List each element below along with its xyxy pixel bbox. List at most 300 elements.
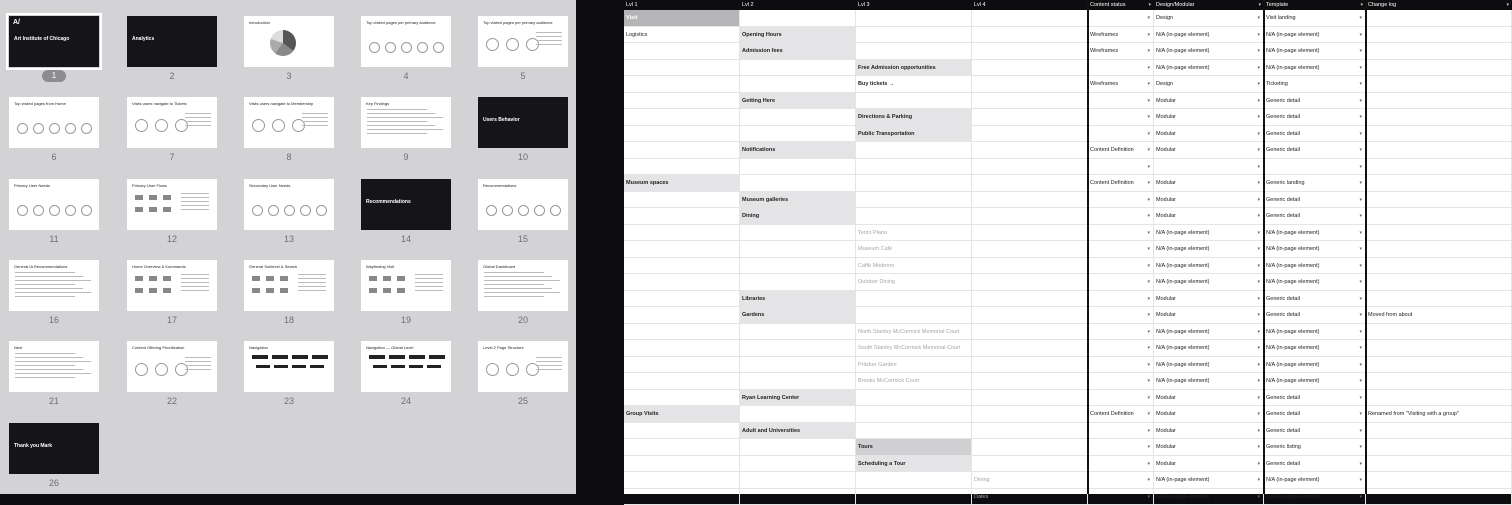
dropdown-cell[interactable]	[1264, 390, 1366, 407]
slide-thumbnail[interactable]	[478, 97, 568, 148]
dropdown-cell[interactable]	[1264, 93, 1366, 110]
dropdown-cell[interactable]	[1366, 489, 1512, 505]
dropdown-cell[interactable]	[1088, 357, 1154, 374]
dropdown-cell[interactable]	[1154, 406, 1264, 423]
slide-thumbnail[interactable]	[9, 260, 99, 311]
dropdown-cell[interactable]	[1264, 208, 1366, 225]
chevron-down-icon[interactable]: ▾	[1257, 357, 1260, 373]
dropdown-cell[interactable]	[1154, 43, 1264, 60]
dropdown-cell[interactable]	[1264, 357, 1366, 374]
slide-thumbnail[interactable]	[361, 16, 451, 67]
chevron-down-icon[interactable]: ▾	[1359, 472, 1362, 488]
dropdown-cell[interactable]	[1088, 60, 1154, 77]
table-cell[interactable]	[740, 357, 856, 374]
dropdown-cell[interactable]	[1264, 307, 1366, 324]
slide-thumbnail[interactable]	[9, 16, 99, 67]
slide-thumbnail[interactable]	[244, 179, 334, 230]
column-header[interactable]	[1366, 0, 1512, 10]
chevron-down-icon[interactable]: ▾	[1359, 175, 1362, 191]
table-cell[interactable]	[624, 93, 740, 110]
chevron-down-icon[interactable]: ▾	[1359, 60, 1362, 76]
chevron-down-icon[interactable]: ▾	[1359, 126, 1362, 142]
dropdown-cell[interactable]	[1154, 93, 1264, 110]
dropdown-cell[interactable]	[1088, 27, 1154, 44]
slide-thumbnail[interactable]	[9, 423, 99, 474]
chevron-down-icon[interactable]: ▾	[1147, 340, 1150, 356]
chevron-down-icon[interactable]: ▾	[1359, 291, 1362, 307]
chevron-down-icon[interactable]: ▾	[1257, 373, 1260, 389]
table-cell[interactable]	[740, 340, 856, 357]
dropdown-cell[interactable]	[1088, 291, 1154, 308]
dropdown-cell[interactable]	[1366, 439, 1512, 456]
chevron-down-icon[interactable]: ▾	[1257, 406, 1260, 422]
column-header[interactable]	[624, 0, 740, 10]
chevron-down-icon[interactable]: ▾	[1360, 0, 1363, 10]
table-cell[interactable]	[624, 126, 740, 143]
slide-thumbnail[interactable]	[127, 97, 217, 148]
chevron-down-icon[interactable]: ▾	[1257, 208, 1260, 224]
table-cell[interactable]	[624, 340, 740, 357]
table-cell[interactable]	[740, 175, 856, 192]
table-cell[interactable]	[972, 390, 1088, 407]
table-cell[interactable]	[972, 456, 1088, 473]
dropdown-cell[interactable]	[1366, 208, 1512, 225]
table-cell[interactable]	[740, 406, 856, 423]
table-cell[interactable]	[856, 126, 972, 143]
dropdown-cell[interactable]	[1264, 489, 1366, 505]
dropdown-cell[interactable]	[1088, 439, 1154, 456]
dropdown-cell[interactable]	[1154, 307, 1264, 324]
table-cell[interactable]	[972, 43, 1088, 60]
table-cell[interactable]	[972, 109, 1088, 126]
dropdown-cell[interactable]	[1264, 192, 1366, 209]
table-cell[interactable]	[856, 142, 972, 159]
dropdown-cell[interactable]	[1264, 175, 1366, 192]
chevron-down-icon[interactable]: ▾	[1257, 60, 1260, 76]
chevron-down-icon[interactable]: ▾	[1147, 390, 1150, 406]
table-cell[interactable]	[624, 10, 740, 27]
table-cell[interactable]	[856, 373, 972, 390]
table-cell[interactable]	[740, 390, 856, 407]
dropdown-cell[interactable]	[1366, 291, 1512, 308]
dropdown-cell[interactable]	[1366, 357, 1512, 374]
dropdown-cell[interactable]	[1366, 109, 1512, 126]
chevron-down-icon[interactable]: ▾	[1147, 439, 1150, 455]
chevron-down-icon[interactable]: ▾	[1359, 142, 1362, 158]
slide-thumbnail[interactable]	[244, 16, 334, 67]
chevron-down-icon[interactable]: ▾	[1147, 192, 1150, 208]
chevron-down-icon[interactable]: ▾	[1359, 423, 1362, 439]
table-cell[interactable]	[740, 489, 856, 505]
table-cell[interactable]	[856, 225, 972, 242]
chevron-down-icon[interactable]: ▾	[1147, 373, 1150, 389]
dropdown-cell[interactable]	[1088, 208, 1154, 225]
dropdown-cell[interactable]	[1366, 472, 1512, 489]
dropdown-cell[interactable]	[1088, 241, 1154, 258]
dropdown-cell[interactable]	[1154, 208, 1264, 225]
chevron-down-icon[interactable]: ▾	[1359, 357, 1362, 373]
table-cell[interactable]	[972, 241, 1088, 258]
table-cell[interactable]	[624, 439, 740, 456]
chevron-down-icon[interactable]: ▾	[1257, 175, 1260, 191]
dropdown-cell[interactable]	[1154, 274, 1264, 291]
dropdown-cell[interactable]	[1088, 142, 1154, 159]
table-cell[interactable]	[740, 258, 856, 275]
chevron-down-icon[interactable]: ▾	[1359, 10, 1362, 26]
chevron-down-icon[interactable]: ▾	[1147, 307, 1150, 323]
table-cell[interactable]	[856, 60, 972, 77]
table-cell[interactable]	[740, 159, 856, 176]
table-cell[interactable]	[624, 192, 740, 209]
chevron-down-icon[interactable]: ▾	[1257, 93, 1260, 109]
dropdown-cell[interactable]	[1264, 373, 1366, 390]
table-cell[interactable]	[972, 324, 1088, 341]
chevron-down-icon[interactable]: ▾	[1257, 192, 1260, 208]
table-cell[interactable]	[972, 439, 1088, 456]
table-cell[interactable]	[856, 258, 972, 275]
dropdown-cell[interactable]	[1366, 225, 1512, 242]
table-cell[interactable]	[740, 93, 856, 110]
chevron-down-icon[interactable]: ▾	[1147, 241, 1150, 257]
table-cell[interactable]	[856, 324, 972, 341]
dropdown-cell[interactable]	[1154, 357, 1264, 374]
table-cell[interactable]	[972, 175, 1088, 192]
table-cell[interactable]	[624, 159, 740, 176]
chevron-down-icon[interactable]: ▾	[1257, 241, 1260, 257]
chevron-down-icon[interactable]: ▾	[1359, 406, 1362, 422]
slide-thumbnail[interactable]	[127, 260, 217, 311]
dropdown-cell[interactable]	[1366, 93, 1512, 110]
chevron-down-icon[interactable]: ▾	[1257, 489, 1260, 505]
chevron-down-icon[interactable]: ▾	[1257, 472, 1260, 488]
dropdown-cell[interactable]	[1264, 472, 1366, 489]
table-cell[interactable]	[972, 340, 1088, 357]
table-cell[interactable]	[624, 142, 740, 159]
chevron-down-icon[interactable]: ▾	[1257, 159, 1260, 175]
dropdown-cell[interactable]	[1264, 291, 1366, 308]
table-cell[interactable]	[624, 27, 740, 44]
table-cell[interactable]	[856, 291, 972, 308]
chevron-down-icon[interactable]: ▾	[1147, 93, 1150, 109]
chevron-down-icon[interactable]: ▾	[1257, 126, 1260, 142]
chevron-down-icon[interactable]: ▾	[1359, 241, 1362, 257]
chevron-down-icon[interactable]: ▾	[1359, 76, 1362, 92]
dropdown-cell[interactable]	[1264, 159, 1366, 176]
slide-thumbnail[interactable]	[127, 179, 217, 230]
dropdown-cell[interactable]	[1154, 489, 1264, 505]
table-cell[interactable]	[624, 472, 740, 489]
chevron-down-icon[interactable]: ▾	[1359, 489, 1362, 505]
slide-thumbnail[interactable]	[478, 260, 568, 311]
slide-thumbnail[interactable]	[244, 260, 334, 311]
chevron-down-icon[interactable]: ▾	[1359, 159, 1362, 175]
dropdown-cell[interactable]	[1154, 175, 1264, 192]
table-cell[interactable]	[856, 307, 972, 324]
table-cell[interactable]	[972, 126, 1088, 143]
dropdown-cell[interactable]	[1088, 126, 1154, 143]
chevron-down-icon[interactable]: ▾	[1147, 291, 1150, 307]
dropdown-cell[interactable]	[1366, 307, 1512, 324]
table-cell[interactable]	[624, 225, 740, 242]
dropdown-cell[interactable]	[1366, 274, 1512, 291]
table-cell[interactable]	[740, 142, 856, 159]
dropdown-cell[interactable]	[1154, 472, 1264, 489]
table-cell[interactable]	[972, 192, 1088, 209]
dropdown-cell[interactable]	[1154, 390, 1264, 407]
table-cell[interactable]	[740, 373, 856, 390]
chevron-down-icon[interactable]: ▾	[1147, 208, 1150, 224]
table-cell[interactable]	[740, 324, 856, 341]
table-cell[interactable]	[972, 93, 1088, 110]
chevron-down-icon[interactable]: ▾	[1147, 126, 1150, 142]
table-cell[interactable]	[972, 208, 1088, 225]
chevron-down-icon[interactable]: ▾	[1359, 258, 1362, 274]
table-cell[interactable]	[856, 357, 972, 374]
table-cell[interactable]	[972, 472, 1088, 489]
chevron-down-icon[interactable]: ▾	[1257, 27, 1260, 43]
dropdown-cell[interactable]	[1264, 274, 1366, 291]
chevron-down-icon[interactable]: ▾	[1359, 456, 1362, 472]
chevron-down-icon[interactable]: ▾	[1359, 439, 1362, 455]
table-cell[interactable]	[856, 274, 972, 291]
table-cell[interactable]	[740, 192, 856, 209]
table-cell[interactable]	[624, 456, 740, 473]
table-cell[interactable]	[972, 489, 1088, 505]
chevron-down-icon[interactable]: ▾	[1257, 324, 1260, 340]
dropdown-cell[interactable]	[1366, 423, 1512, 440]
table-cell[interactable]	[856, 406, 972, 423]
slide-thumbnail[interactable]	[127, 341, 217, 392]
dropdown-cell[interactable]	[1264, 126, 1366, 143]
chevron-down-icon[interactable]: ▾	[1147, 324, 1150, 340]
chevron-down-icon[interactable]: ▾	[1258, 0, 1261, 10]
dropdown-cell[interactable]	[1264, 439, 1366, 456]
table-cell[interactable]	[740, 60, 856, 77]
chevron-down-icon[interactable]: ▾	[1359, 225, 1362, 241]
chevron-down-icon[interactable]: ▾	[1257, 307, 1260, 323]
dropdown-cell[interactable]	[1088, 93, 1154, 110]
chevron-down-icon[interactable]: ▾	[1147, 159, 1150, 175]
dropdown-cell[interactable]	[1154, 10, 1264, 27]
dropdown-cell[interactable]	[1366, 60, 1512, 77]
table-cell[interactable]	[972, 307, 1088, 324]
chevron-down-icon[interactable]: ▾	[1359, 373, 1362, 389]
table-cell[interactable]	[856, 456, 972, 473]
table-cell[interactable]	[624, 307, 740, 324]
chevron-down-icon[interactable]: ▾	[1147, 27, 1150, 43]
dropdown-cell[interactable]	[1264, 241, 1366, 258]
table-cell[interactable]	[856, 241, 972, 258]
table-cell[interactable]	[624, 175, 740, 192]
dropdown-cell[interactable]	[1154, 340, 1264, 357]
dropdown-cell[interactable]	[1366, 27, 1512, 44]
table-cell[interactable]	[856, 175, 972, 192]
table-cell[interactable]	[972, 274, 1088, 291]
table-cell[interactable]	[740, 27, 856, 44]
dropdown-cell[interactable]	[1088, 423, 1154, 440]
chevron-down-icon[interactable]: ▾	[1257, 274, 1260, 290]
table-cell[interactable]	[972, 159, 1088, 176]
table-cell[interactable]	[740, 423, 856, 440]
slide-thumbnail[interactable]	[361, 341, 451, 392]
table-cell[interactable]	[624, 258, 740, 275]
table-cell[interactable]	[624, 390, 740, 407]
chevron-down-icon[interactable]: ▾	[1257, 76, 1260, 92]
table-cell[interactable]	[856, 192, 972, 209]
dropdown-cell[interactable]	[1154, 241, 1264, 258]
table-cell[interactable]	[740, 307, 856, 324]
chevron-down-icon[interactable]: ▾	[1359, 43, 1362, 59]
table-cell[interactable]	[740, 225, 856, 242]
table-cell[interactable]	[624, 43, 740, 60]
dropdown-cell[interactable]	[1088, 456, 1154, 473]
column-header[interactable]	[1154, 0, 1264, 10]
table-cell[interactable]	[856, 27, 972, 44]
chevron-down-icon[interactable]: ▾	[1257, 225, 1260, 241]
table-cell[interactable]	[624, 274, 740, 291]
table-cell[interactable]	[624, 208, 740, 225]
table-cell[interactable]	[624, 423, 740, 440]
slide-thumbnail[interactable]	[361, 260, 451, 311]
dropdown-cell[interactable]	[1154, 192, 1264, 209]
chevron-down-icon[interactable]: ▾	[1147, 456, 1150, 472]
chevron-down-icon[interactable]: ▾	[1257, 390, 1260, 406]
dropdown-cell[interactable]	[1154, 324, 1264, 341]
dropdown-cell[interactable]	[1088, 489, 1154, 505]
dropdown-cell[interactable]	[1088, 274, 1154, 291]
chevron-down-icon[interactable]: ▾	[1359, 340, 1362, 356]
table-cell[interactable]	[624, 241, 740, 258]
slide-thumbnail[interactable]	[244, 97, 334, 148]
dropdown-cell[interactable]	[1264, 43, 1366, 60]
dropdown-cell[interactable]	[1154, 291, 1264, 308]
chevron-down-icon[interactable]: ▾	[1506, 0, 1509, 10]
chevron-down-icon[interactable]: ▾	[1359, 324, 1362, 340]
dropdown-cell[interactable]	[1088, 109, 1154, 126]
slide-thumbnail[interactable]	[9, 97, 99, 148]
chevron-down-icon[interactable]: ▾	[1147, 142, 1150, 158]
table-cell[interactable]	[740, 208, 856, 225]
table-cell[interactable]	[740, 291, 856, 308]
column-header[interactable]	[740, 0, 856, 10]
table-cell[interactable]	[856, 208, 972, 225]
dropdown-cell[interactable]	[1366, 373, 1512, 390]
chevron-down-icon[interactable]: ▾	[1147, 43, 1150, 59]
dropdown-cell[interactable]	[1088, 373, 1154, 390]
table-cell[interactable]	[972, 423, 1088, 440]
slide-thumbnail[interactable]	[361, 179, 451, 230]
slide-thumbnail[interactable]	[9, 341, 99, 392]
dropdown-cell[interactable]	[1264, 258, 1366, 275]
table-cell[interactable]	[972, 291, 1088, 308]
table-cell[interactable]	[740, 126, 856, 143]
dropdown-cell[interactable]	[1088, 406, 1154, 423]
dropdown-cell[interactable]	[1264, 27, 1366, 44]
dropdown-cell[interactable]	[1154, 225, 1264, 242]
chevron-down-icon[interactable]: ▾	[1257, 43, 1260, 59]
dropdown-cell[interactable]	[1088, 307, 1154, 324]
chevron-down-icon[interactable]: ▾	[1257, 109, 1260, 125]
table-cell[interactable]	[740, 274, 856, 291]
dropdown-cell[interactable]	[1088, 76, 1154, 93]
column-header[interactable]	[1088, 0, 1154, 10]
table-cell[interactable]	[856, 43, 972, 60]
dropdown-cell[interactable]	[1154, 126, 1264, 143]
column-header[interactable]	[856, 0, 972, 10]
table-cell[interactable]	[624, 324, 740, 341]
dropdown-cell[interactable]	[1366, 456, 1512, 473]
dropdown-cell[interactable]	[1154, 423, 1264, 440]
table-cell[interactable]	[856, 10, 972, 27]
dropdown-cell[interactable]	[1154, 60, 1264, 77]
dropdown-cell[interactable]	[1264, 406, 1366, 423]
dropdown-cell[interactable]	[1154, 258, 1264, 275]
slide-thumbnail[interactable]	[478, 341, 568, 392]
dropdown-cell[interactable]	[1366, 406, 1512, 423]
dropdown-cell[interactable]	[1366, 159, 1512, 176]
table-cell[interactable]	[740, 109, 856, 126]
table-cell[interactable]	[624, 76, 740, 93]
table-cell[interactable]	[972, 406, 1088, 423]
chevron-down-icon[interactable]: ▾	[1147, 472, 1150, 488]
chevron-down-icon[interactable]: ▾	[1147, 76, 1150, 92]
chevron-down-icon[interactable]: ▾	[1359, 192, 1362, 208]
dropdown-cell[interactable]	[1088, 192, 1154, 209]
table-cell[interactable]	[624, 406, 740, 423]
chevron-down-icon[interactable]: ▾	[1257, 142, 1260, 158]
table-cell[interactable]	[972, 225, 1088, 242]
table-cell[interactable]	[856, 390, 972, 407]
chevron-down-icon[interactable]: ▾	[1257, 439, 1260, 455]
dropdown-cell[interactable]	[1366, 76, 1512, 93]
dropdown-cell[interactable]	[1088, 472, 1154, 489]
chevron-down-icon[interactable]: ▾	[1147, 225, 1150, 241]
dropdown-cell[interactable]	[1088, 225, 1154, 242]
dropdown-cell[interactable]	[1366, 192, 1512, 209]
table-cell[interactable]	[856, 439, 972, 456]
dropdown-cell[interactable]	[1366, 43, 1512, 60]
slide-thumbnail[interactable]	[478, 179, 568, 230]
dropdown-cell[interactable]	[1366, 126, 1512, 143]
dropdown-cell[interactable]	[1154, 76, 1264, 93]
chevron-down-icon[interactable]: ▾	[1148, 0, 1151, 10]
column-header[interactable]	[1264, 0, 1366, 10]
slide-thumbnail[interactable]	[127, 16, 217, 67]
chevron-down-icon[interactable]: ▾	[1147, 406, 1150, 422]
dropdown-cell[interactable]	[1154, 142, 1264, 159]
chevron-down-icon[interactable]: ▾	[1257, 340, 1260, 356]
dropdown-cell[interactable]	[1264, 423, 1366, 440]
table-cell[interactable]	[624, 109, 740, 126]
dropdown-cell[interactable]	[1264, 10, 1366, 27]
chevron-down-icon[interactable]: ▾	[1257, 258, 1260, 274]
table-cell[interactable]	[624, 373, 740, 390]
chevron-down-icon[interactable]: ▾	[1257, 456, 1260, 472]
table-cell[interactable]	[624, 357, 740, 374]
dropdown-cell[interactable]	[1154, 27, 1264, 44]
dropdown-cell[interactable]	[1366, 340, 1512, 357]
column-header[interactable]	[972, 0, 1088, 10]
dropdown-cell[interactable]	[1264, 324, 1366, 341]
table-cell[interactable]	[624, 60, 740, 77]
dropdown-cell[interactable]	[1088, 258, 1154, 275]
chevron-down-icon[interactable]: ▾	[1147, 489, 1150, 505]
table-cell[interactable]	[740, 472, 856, 489]
table-cell[interactable]	[972, 10, 1088, 27]
dropdown-cell[interactable]	[1264, 60, 1366, 77]
chevron-down-icon[interactable]: ▾	[1147, 357, 1150, 373]
dropdown-cell[interactable]	[1366, 324, 1512, 341]
